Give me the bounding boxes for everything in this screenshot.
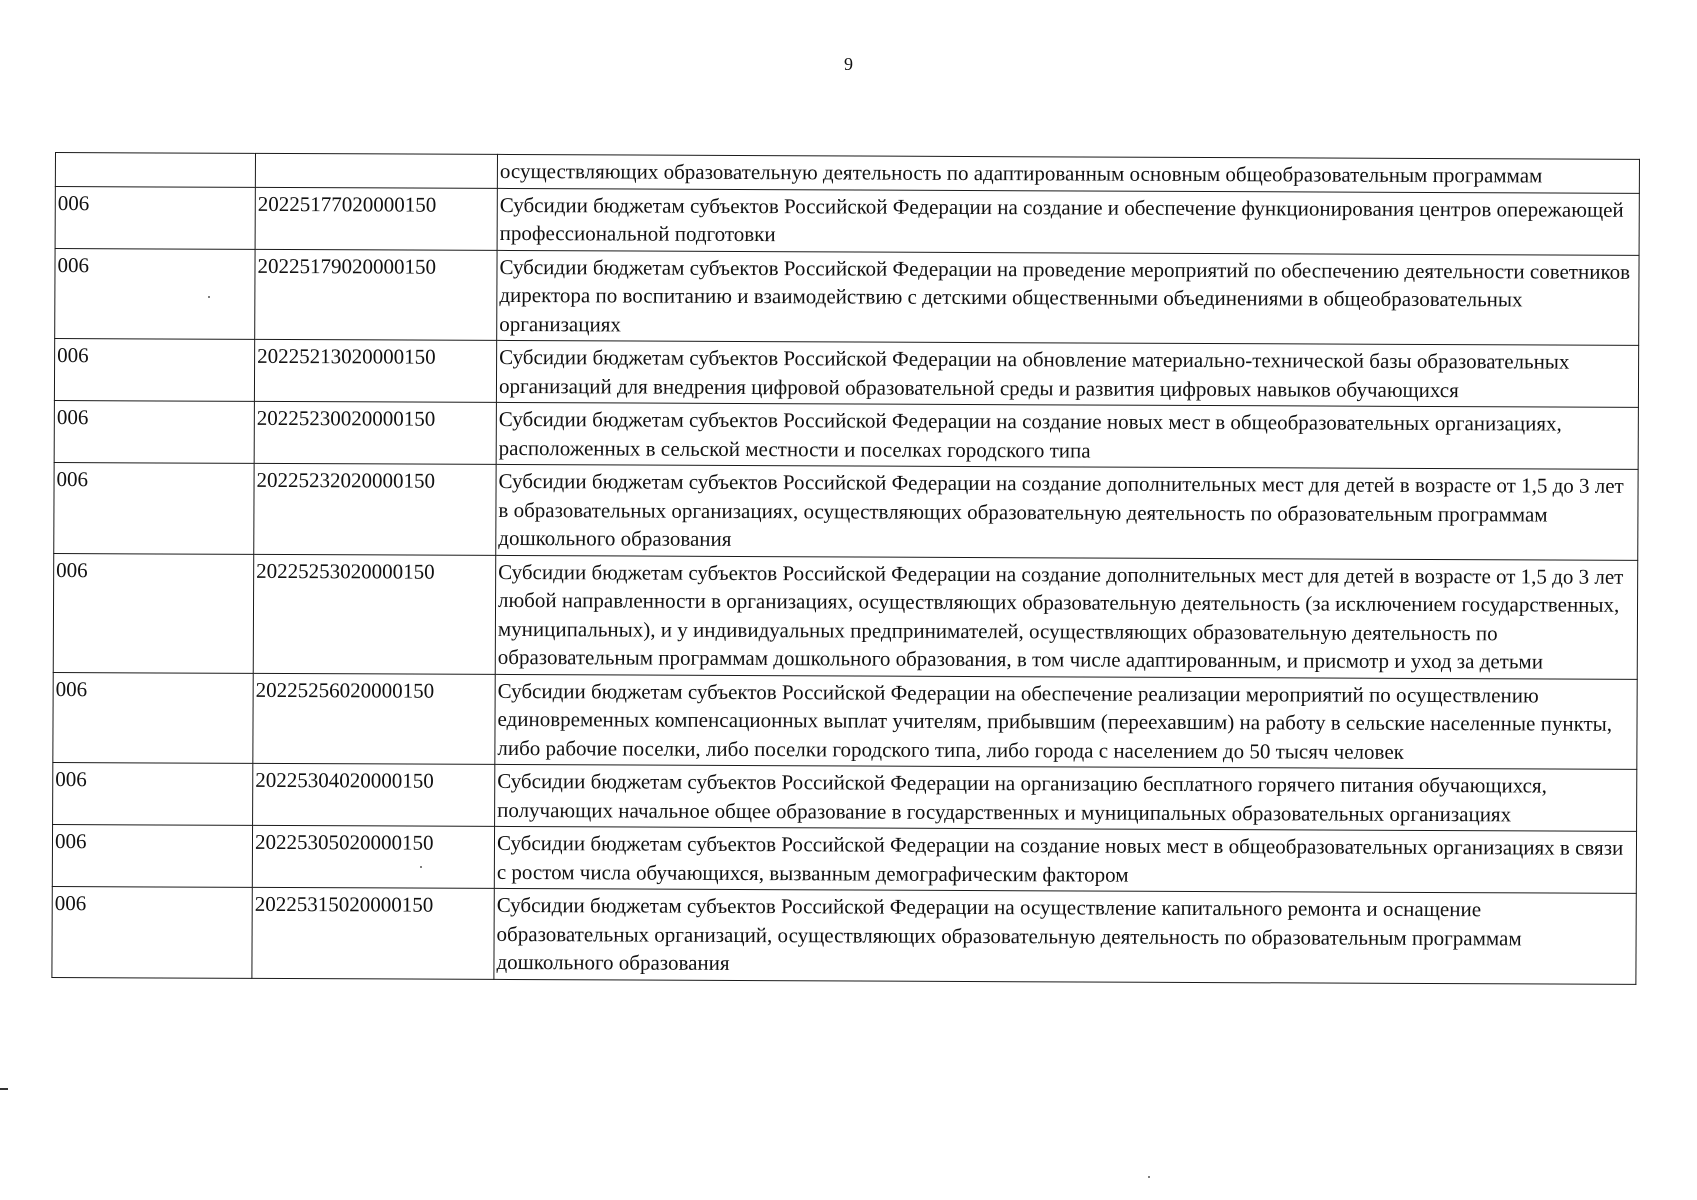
scan-edge-mark <box>0 1088 8 1090</box>
budget-code-cell: 20225177020000150 <box>255 187 497 250</box>
table-row <box>55 248 1639 345</box>
admin-code-cell: 006 <box>55 186 255 249</box>
admin-code-cell: 006 <box>55 248 255 339</box>
table-row <box>55 186 1639 255</box>
budget-code-cell: 20225179020000150 <box>255 249 497 341</box>
table-row <box>52 886 1636 983</box>
page-number: 9 <box>844 54 853 74</box>
budget-code-cell: 20225253020000150 <box>253 554 496 674</box>
budget-code-cell: 20225232020000150 <box>254 463 496 555</box>
budget-codes-table <box>51 152 1640 984</box>
scan-speck <box>1148 1176 1150 1178</box>
scan-speck <box>208 296 210 298</box>
budget-code-cell: 20225304020000150 <box>253 763 495 826</box>
budget-code-cell <box>255 153 497 188</box>
description-cell: Субсидии бюджетам субъектов Российской Федерации на обеспечение реализации мероприятий по осуществлению единовременных компенсационных выплат учителям, прибывшим (переехавшим) на работу в сельские населенные пункты, либо рабочие поселки, либо поселки городского типа, либо города с населением до 50 тысяч человек <box>495 674 1637 769</box>
admin-code-cell: 006 <box>53 762 253 825</box>
description-cell: Субсидии бюджетам субъектов Российской Федерации на осуществление капитального ремонта и оснащение образовательных организаций, осуществляющих образовательную деятельность по образовательным программам дошкольного образования <box>494 888 1636 983</box>
description-cell: Субсидии бюджетам субъектов Российской Федерации на организацию бесплатного горячего питания обучающихся, получающих начальное общее образование в государственных и муниципальных образовательных организациях <box>495 764 1637 831</box>
admin-code-cell: 006 <box>52 886 252 977</box>
budget-code-cell: 20225213020000150 <box>254 339 496 402</box>
budget-code-cell: 20225315020000150 <box>252 887 494 979</box>
description-cell: Субсидии бюджетам субъектов Российской Федерации на создание и обеспечение функционирования центров опережающей профессиональной подготовки <box>497 188 1639 255</box>
admin-code-cell: 006 <box>54 400 254 463</box>
description-cell: Субсидии бюджетам субъектов Российской Федерации на создание новых мест в общеобразовательных организациях в связи с ростом числа обучающихся, вызванным демографическим фактором <box>494 826 1636 893</box>
admin-code-cell: 006 <box>54 339 254 402</box>
admin-code-cell <box>55 153 255 187</box>
scan-speck <box>420 866 422 868</box>
budget-code-cell: 20225230020000150 <box>254 401 496 464</box>
description-cell: Субсидии бюджетам субъектов Российской Федерации на создание новых мест в общеобразовательных организациях, расположенных в сельской местности и поселках городского типа <box>496 402 1638 469</box>
description-cell: Субсидии бюджетам субъектов Российской Федерации на создание дополнительных мест для детей в возрасте от 1,5 до 3 лет любой направленности в организациях, осуществляющих образовательную деятельность (за исключением государственных, муниципальных), и у индивидуальных предпринимателей, осуществляющих образовательную деятельность по образовательным программам дошкольного образования, в том числе адаптированным, и присмотр и уход за детьми <box>495 555 1638 679</box>
budget-code-cell: 20225305020000150 <box>252 825 494 888</box>
table-row <box>53 762 1637 831</box>
admin-code-cell: 006 <box>53 553 254 673</box>
admin-code-cell: 006 <box>52 824 252 887</box>
table-row <box>54 339 1638 408</box>
table-row <box>54 400 1638 469</box>
description-cell: Субсидии бюджетам субъектов Российской Федерации на обновление материально-технической базы образовательных организаций для внедрения цифровой образовательной среды и развития цифровых навыков обучающихся <box>496 340 1638 407</box>
table-row <box>53 672 1637 769</box>
admin-code-cell: 006 <box>53 672 253 763</box>
description-cell: Субсидии бюджетам субъектов Российской Федерации на создание дополнительных мест для детей в возрасте от 1,5 до 3 лет в образовательных организациях, осуществляющих образовательную деятельность по образовательным программам дошкольного образования <box>496 464 1638 559</box>
table-row <box>53 553 1638 679</box>
table-body <box>52 153 1640 984</box>
table-row <box>52 824 1636 893</box>
description-cell: Субсидии бюджетам субъектов Российской Федерации на проведение мероприятий по обеспечению деятельности советников директора по воспитанию и взаимодействию с детскими общественными объединениями в общеобразовательных организациях <box>497 250 1639 345</box>
table-row <box>54 462 1638 559</box>
budget-code-cell: 20225256020000150 <box>253 673 495 765</box>
admin-code-cell: 006 <box>54 462 254 553</box>
description-cell: осуществляющих образовательную деятельность по адаптированным основным общеобразовательным программам <box>497 154 1639 192</box>
